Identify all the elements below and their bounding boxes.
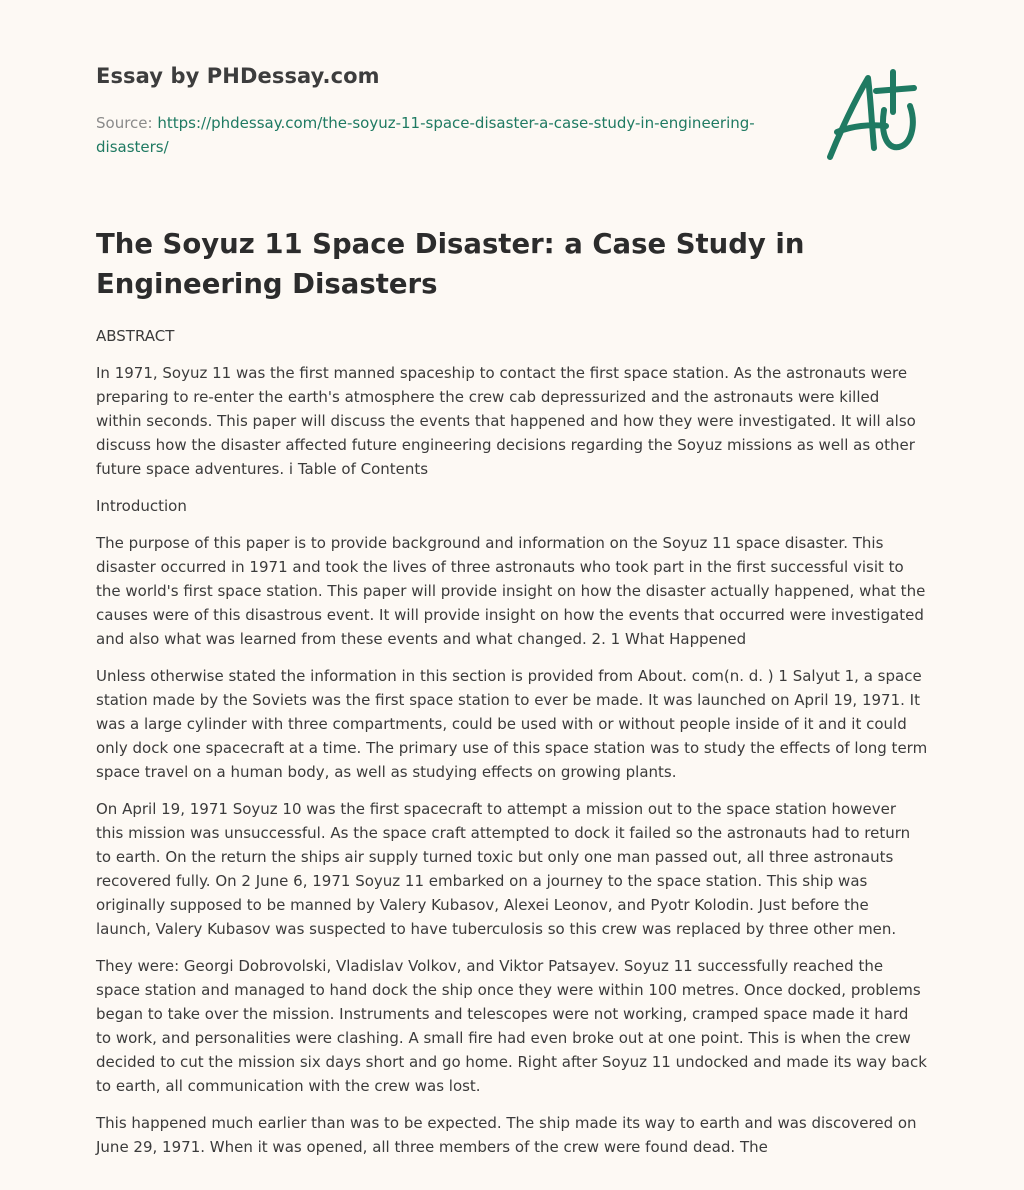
crew-paragraph: They were: Georgi Dobrovolski, Vladislav Volkov, and Viktor Patsayev. Soyuz 11 successfully reached the space station and managed to hand dock the ship once they were within 100 metres. Once docked, problems began to take over the mission. Instruments and telescopes were not working, cramped space made it hard to work, and personalities were clashing. A small fire had even broke out at one point. This is when the crew decided to cut the mission six days short and go home. Right after Soyuz 11 undocked and made its way back to earth, all communication with the crew was lost. (96, 957, 927, 1095)
discovery-paragraph: This happened much earlier than was to be expected. The ship made its way to earth and was discovered on June 29, 1971. When it was opened, all three members of the crew were found dead. The (96, 1114, 917, 1156)
source-label: Source: (96, 114, 153, 132)
abstract-paragraph: In 1971, Soyuz 11 was the first manned spaceship to contact the first space station. As the astronauts were preparing to re-enter the earth's atmosphere the crew cab depressurized and the astronauts were killed within seconds. This paper will discuss the events that happened and how they were investigated. It will also discuss how the disaster affected future engineering decisions regarding the Soyuz missions as well as other future space adventures. i Table of Contents (96, 364, 916, 478)
soyuz-10-paragraph: On April 19, 1971 Soyuz 10 was the first spacecraft to attempt a mission out to the space station however this mission was unsuccessful. As the space craft attempted to dock it failed so the astronauts had to return to earth. On the return the ships air supply turned toxic but only one man passed out, all three astronauts recovered fully. On 2 June 6, 1971 Soyuz 11 embarked on a journey to the space station. This ship was originally supposed to be manned by Valery Kubasov, Alexei Leonov, and Pyotr Kolodin. Just before the launch, Valery Kubasov was suspected to have tuberculosis so this crew was replaced by three other men. (96, 800, 911, 938)
source-link[interactable]: https://phdessay.com/the-soyuz-11-space-disaster-a-case-study-in-engineering-disasters/ (96, 114, 755, 156)
introduction-paragraph: The purpose of this paper is to provide background and information on the Soyuz 11 space disaster. This disaster occurred in 1971 and took the lives of three astronauts who took part in the first successful visit to the world's first space station. This paper will provide insight on how the disaster actually happened, what the causes were of this disastrous event. It will provide insight on how the events that occurred were investigated and also what was learned from these events and what changed. 2. 1 What Happened (96, 534, 926, 648)
brand-title: Essay by PHDessay.com (96, 64, 380, 88)
essay-body (96, 324, 928, 1172)
salyut-paragraph: Unless otherwise stated the information in this section is provided from About. com(n. d. ) 1 Salyut 1, a space station made by the Soviets was the first space station to ever be made. It was launched on April 19, 1971. It was a large cylinder with three compartments, could be used with or without people inside of it and it could only dock one spacecraft at a time. The primary use of this space station was to study the effects of long term space travel on a human body, as well as studying effects on growing plants. (96, 667, 928, 781)
abstract-heading: ABSTRACT (96, 327, 175, 345)
a-plus-logo-icon (824, 66, 928, 166)
introduction-heading: Introduction (96, 497, 187, 515)
essay-title: The Soyuz 11 Space Disaster: a Case Study in Engineering Disasters (96, 228, 805, 300)
source-line (96, 111, 776, 159)
